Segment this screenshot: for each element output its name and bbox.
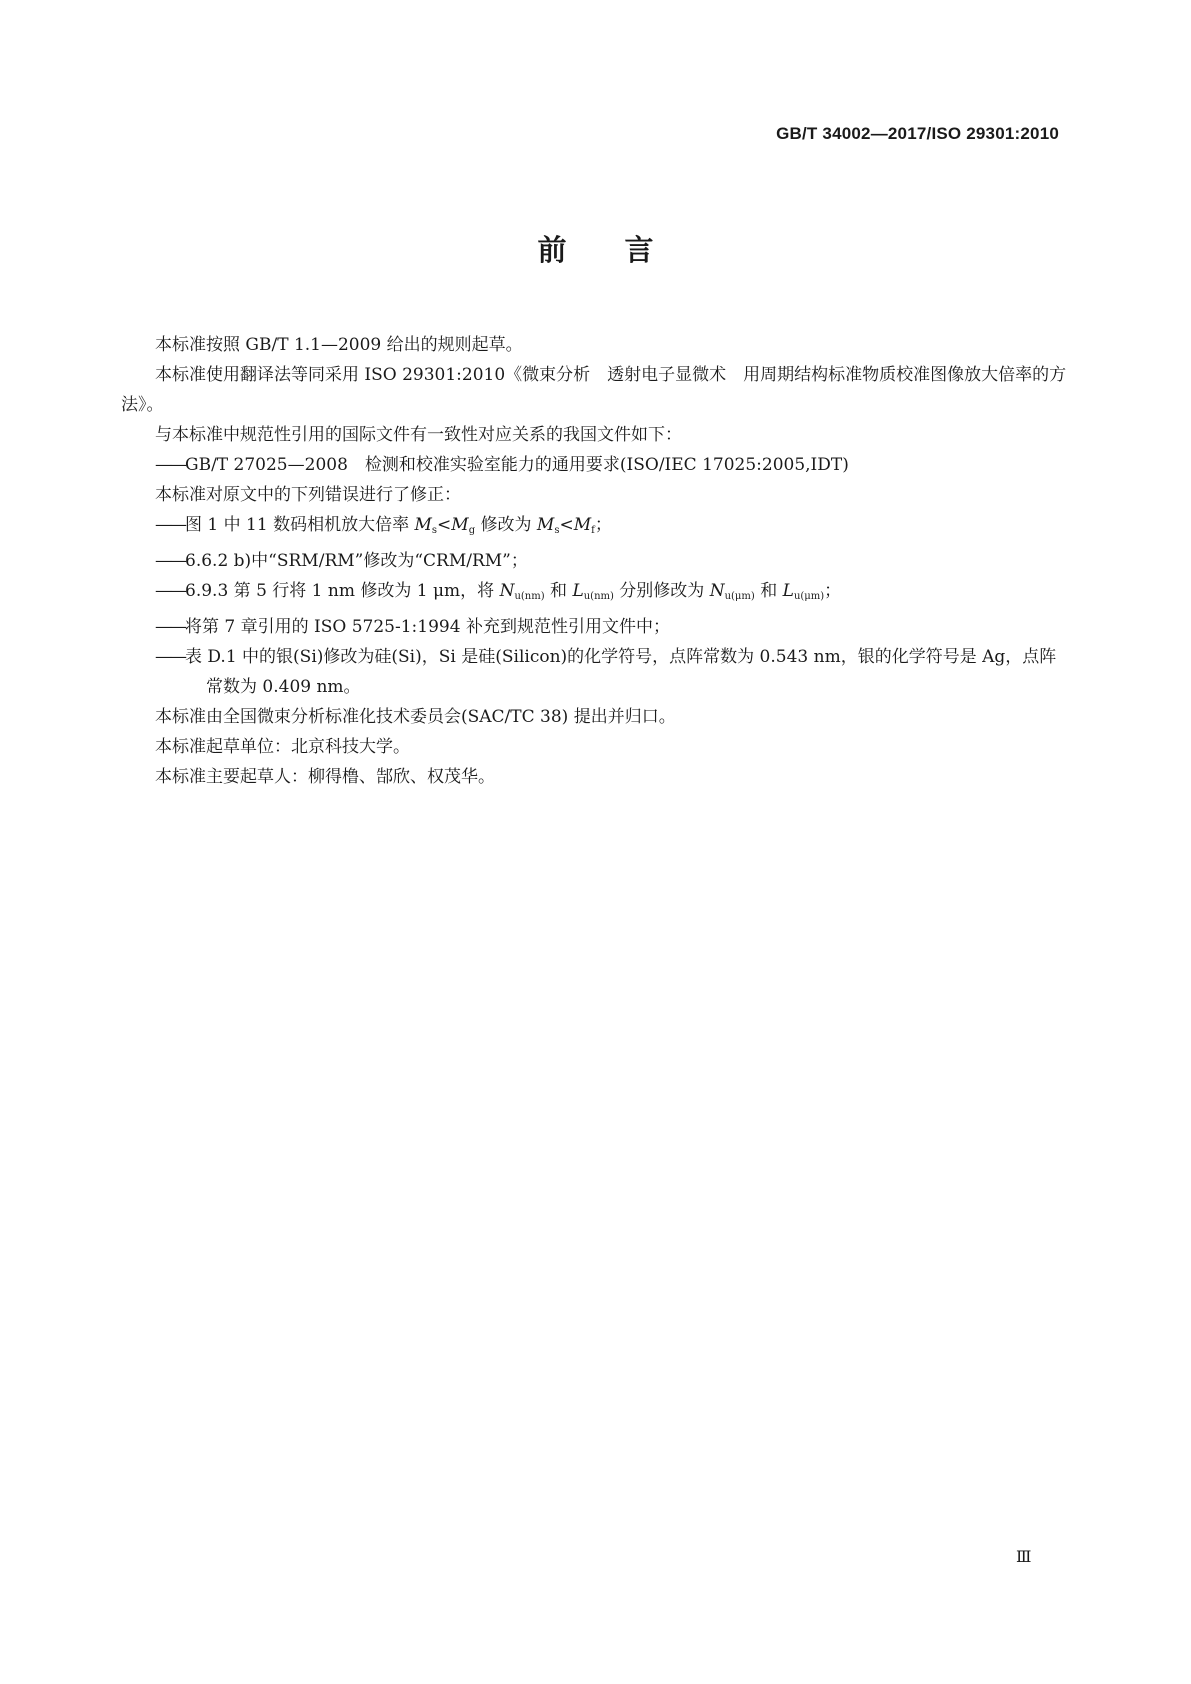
page-title: 前言 bbox=[537, 233, 712, 267]
dash-marker: —— bbox=[155, 515, 185, 535]
math-symbol-m: M bbox=[414, 515, 432, 535]
paragraph-proposed-by: 本标准由全国微束分析标准化技术委员会(SAC/TC 38) 提出并归口。 bbox=[155, 707, 676, 727]
correction-item-5 bbox=[121, 642, 1071, 702]
dash-marker: —— bbox=[155, 647, 185, 667]
paragraph-corrections-intro: 本标准对原文中的下列错误进行了修正： bbox=[155, 485, 461, 505]
math-symbol-m: M bbox=[451, 515, 469, 535]
list-item-text: GB/T 27025—2008 检测和校准实验室能力的通用要求(ISO/IEC 17025:2005,IDT) bbox=[185, 455, 849, 475]
list-item-gbt27025 bbox=[121, 450, 1071, 480]
correction-item-1 bbox=[121, 510, 1071, 546]
dash-marker: —— bbox=[155, 455, 185, 475]
correction-text: 6.9.3 第 5 行将 1 nm 修改为 1 μm，将 bbox=[185, 581, 500, 601]
correction-text: 表 D.1 中的银(Si)修改为硅(Si)，Si 是硅(Silicon)的化学符号，点阵常数为 0.543 nm，银的化学符号是 Ag，点阵常数为 0.409 nm。 bbox=[185, 647, 1057, 697]
paragraph-drafters: 本标准主要起草人：柳得橹、郜欣、权茂华。 bbox=[155, 767, 495, 787]
paragraph-correspondence: 与本标准中规范性引用的国际文件有一致性对应关系的我国文件如下： bbox=[155, 425, 682, 445]
dash-marker: —— bbox=[155, 617, 185, 637]
math-less-than: < bbox=[437, 515, 452, 535]
paragraph-drafting-unit: 本标准起草单位：北京科技大学。 bbox=[155, 737, 410, 757]
math-symbol-m: M bbox=[573, 515, 592, 535]
math-symbol-n: N bbox=[709, 581, 725, 601]
page-number: Ⅲ bbox=[1016, 1547, 1032, 1566]
math-subscript: s bbox=[554, 525, 560, 536]
math-less-than: < bbox=[559, 515, 574, 535]
dash-marker: —— bbox=[155, 551, 185, 571]
correction-text: 和 bbox=[754, 581, 783, 601]
math-subscript: u(nm) bbox=[583, 591, 614, 602]
correction-text: 将第 7 章引用的 ISO 5725-1:1994 补充到规范性引用文件中； bbox=[185, 617, 670, 637]
correction-item-4 bbox=[121, 612, 1071, 642]
correction-text: 分别修改为 bbox=[613, 581, 710, 601]
correction-text: 6.6.2 b)中“SRM/RM”修改为“CRM/RM”； bbox=[185, 551, 528, 571]
correction-item-3 bbox=[121, 576, 1071, 612]
correction-text: ； bbox=[824, 581, 842, 601]
standard-code: GB/T 34002—2017/ISO 29301:2010 bbox=[776, 124, 1059, 143]
correction-text: 和 bbox=[544, 581, 573, 601]
correction-text: 图 1 中 11 数码相机放大倍率 bbox=[185, 515, 415, 535]
math-subscript: u(μm) bbox=[724, 591, 755, 602]
math-subscript: s bbox=[431, 525, 438, 536]
correction-text: ； bbox=[594, 515, 612, 535]
math-symbol-l: L bbox=[572, 581, 584, 601]
math-subscript: u(nm) bbox=[514, 591, 545, 602]
math-symbol-l: L bbox=[782, 581, 794, 601]
math-symbol-n: N bbox=[499, 581, 515, 601]
correction-item-2 bbox=[121, 546, 1071, 576]
math-symbol-m: M bbox=[536, 515, 555, 535]
dash-marker: —— bbox=[155, 581, 185, 601]
correction-text: 修改为 bbox=[475, 515, 537, 535]
paragraph-drafting-rules: 本标准按照 GB/T 1.1—2009 给出的规则起草。 bbox=[155, 335, 523, 355]
math-subscript: f bbox=[591, 525, 595, 536]
math-subscript: g bbox=[468, 525, 476, 536]
foreword-body bbox=[121, 330, 1071, 792]
paragraph-adoption: 本标准使用翻译法等同采用 ISO 29301:2010《微束分析 透射电子显微术 用周期结构标准物质校准图像放大倍率的方法》。 bbox=[121, 365, 1067, 415]
math-subscript: u(μm) bbox=[793, 591, 825, 602]
